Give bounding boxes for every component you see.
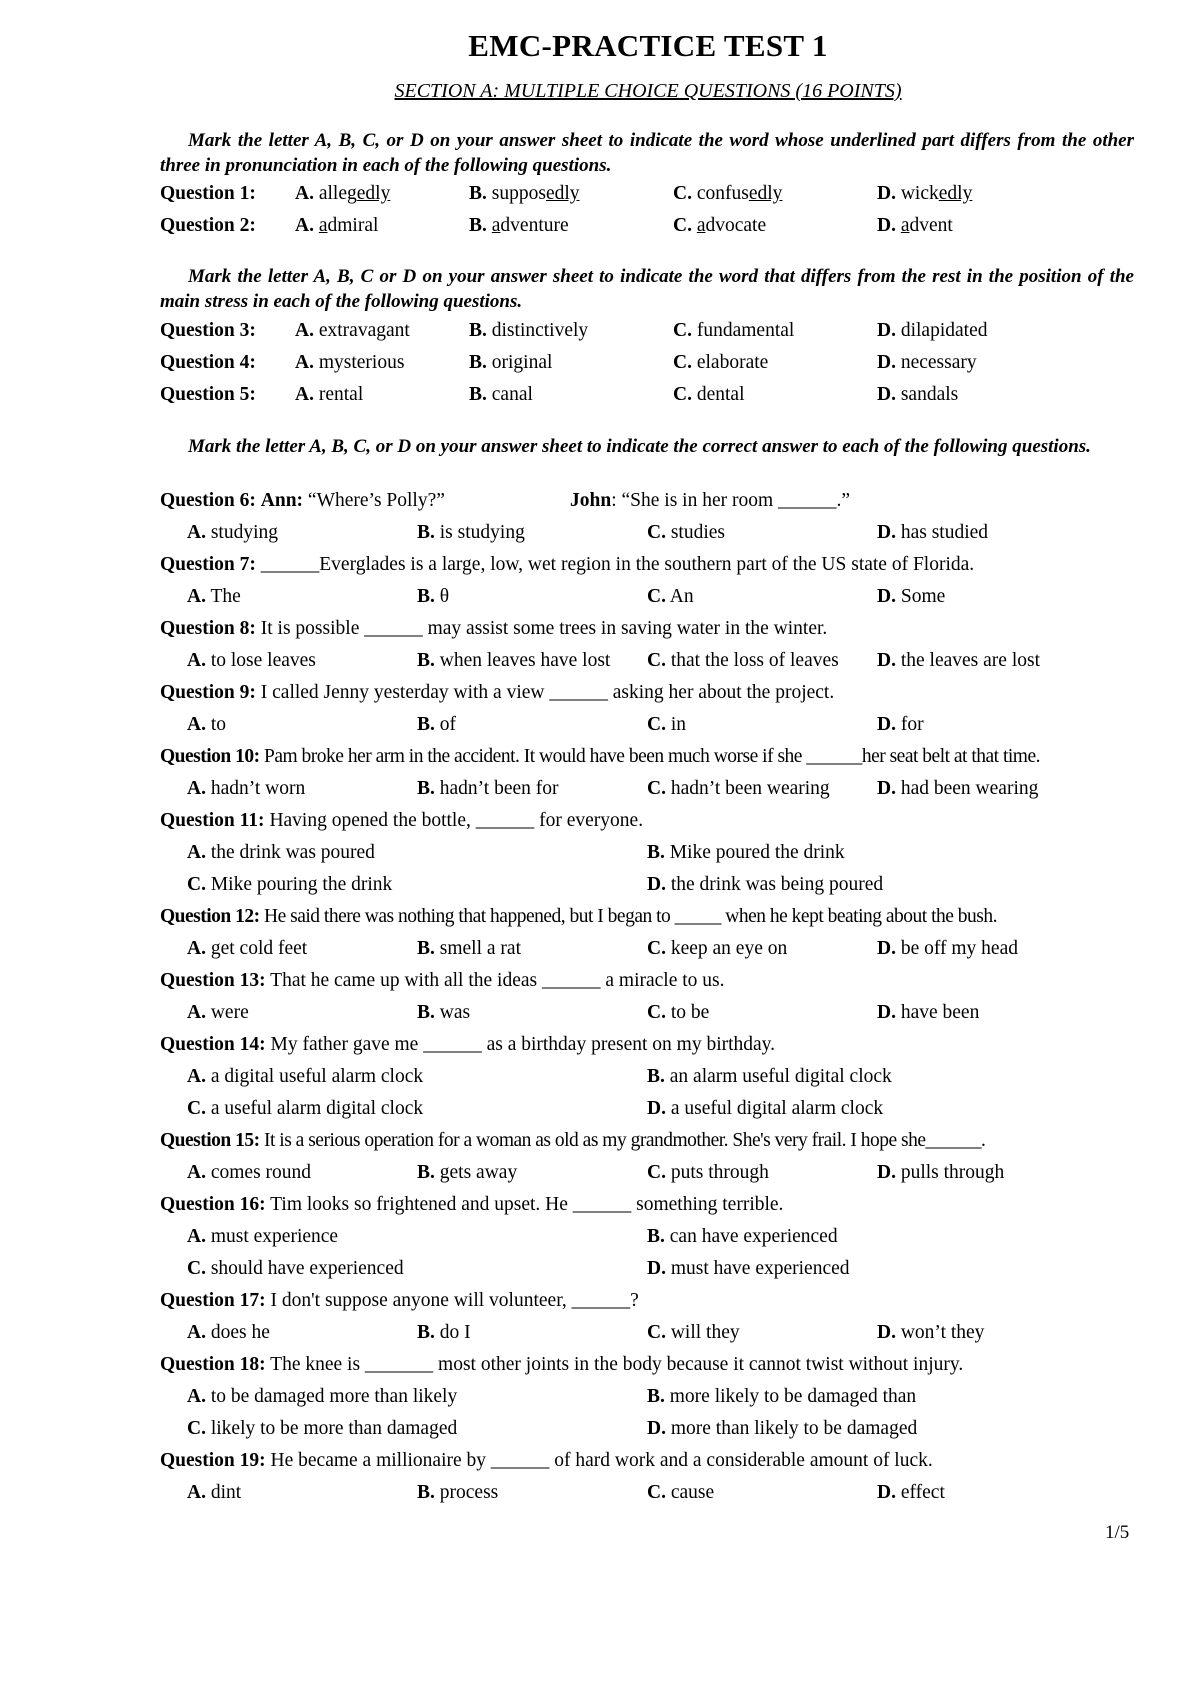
question-10-options-part-3: D. had been wearing [877, 778, 1039, 799]
question-6-options-part-1: B. is studying [417, 522, 525, 543]
question-13-options-part-3: D. have been [877, 1002, 980, 1023]
question-10-options [160, 778, 1140, 810]
question-16-options-ab [160, 1226, 1140, 1258]
question-5-part-4: D. sandals [877, 384, 959, 405]
question-18-options-cd-part-1: D. more than likely to be damaged [647, 1418, 918, 1439]
question-16-options-cd-part-1: D. must have experienced [647, 1258, 850, 1279]
question-16-options-ab-part-0: A. must experience [187, 1226, 339, 1247]
question-3-part-1: A. extravagant [295, 320, 410, 341]
question-14-options-cd [160, 1098, 1140, 1130]
question-9 [160, 682, 1140, 714]
question-7-options-part-0: A. The [187, 586, 241, 607]
question-4 [160, 352, 1140, 384]
question-15-options-part-1: B. gets away [417, 1162, 518, 1183]
question-15-options-part-0: A. comes round [187, 1162, 312, 1183]
question-4-part-0: Question 4: [160, 352, 256, 373]
question-13-options [160, 1002, 1140, 1034]
question-15-options-part-3: D. pulls through [877, 1162, 1005, 1183]
question-6-options-part-3: D. has studied [877, 522, 989, 543]
question-13 [160, 970, 1140, 1002]
question-15-options-part-2: C. puts through [647, 1162, 769, 1183]
q2-option-b: B. adventure [469, 215, 569, 236]
question-2 [160, 215, 1140, 247]
question-15-options [160, 1162, 1140, 1194]
question-4-part-1: A. mysterious [295, 352, 405, 373]
question-18-options-ab-part-1: B. more likely to be damaged than [647, 1386, 917, 1407]
question-17 [160, 1290, 1140, 1322]
question-5-part-1: A. rental [295, 384, 364, 405]
q1-option-a: A. allegedly [295, 183, 391, 204]
question-8-options-part-2: C. that the loss of leaves [647, 650, 839, 671]
question-10-options-part-2: C. hadn’t been wearing [647, 778, 830, 799]
question-8 [160, 618, 1140, 650]
question-7-options-part-3: D. Some [877, 586, 946, 607]
q1-option-d: D. wickedly [877, 183, 973, 204]
question-18-options-cd-part-0: C. likely to be more than damaged [187, 1418, 458, 1439]
question-9-options-part-3: D. for [877, 714, 924, 735]
question-7-part-0: Question 7: ______Everglades is a large, low, wet region in the southern part of the US state of Florida. [160, 554, 975, 575]
question-19-part-0: Question 19: He became a millionaire by ______ of hard work and a considerable amount of luck. [160, 1450, 933, 1471]
question-4-part-4: D. necessary [877, 352, 977, 373]
question-18-part-0: Question 18: The knee is _______ most other joints in the body because it cannot twist without injury. [160, 1354, 964, 1375]
question-17-options-part-1: B. do I [417, 1322, 471, 1343]
question-6-options [160, 522, 1140, 554]
q2-option-d: D. advent [877, 215, 953, 236]
question-3-part-4: D. dilapidated [877, 320, 988, 341]
question-10-options-part-1: B. hadn’t been for [417, 778, 559, 799]
question-5-part-2: B. canal [469, 384, 533, 405]
question-16-options-cd [160, 1258, 1140, 1290]
question-8-options-part-0: A. to lose leaves [187, 650, 316, 671]
question-16-options-cd-part-0: C. should have experienced [187, 1258, 404, 1279]
question-17-part-0: Question 17: I don't suppose anyone will volunteer, ______? [160, 1290, 639, 1311]
question-5-part-3: C. dental [673, 384, 745, 405]
question-6-options-part-2: C. studies [647, 522, 726, 543]
question-9-options-part-1: B. of [417, 714, 457, 735]
instruction-stress: Mark the letter A, B, C or D on your answer sheet to indicate the word that differs from the rest in the position of the main stress in each of the following questions. [160, 266, 1134, 312]
question-3-part-3: C. fundamental [673, 320, 795, 341]
instruction-correct-answer: Mark the letter A, B, C, or D on your answer sheet to indicate the correct answer to each of the following questions. [188, 436, 1091, 457]
question-4-part-2: B. original [469, 352, 553, 373]
question-9-options-part-0: A. to [187, 714, 227, 735]
question-11-options-cd-part-1: D. the drink was being poured [647, 874, 884, 895]
question-12-options [160, 938, 1140, 970]
question-9-options-part-2: C. in [647, 714, 687, 735]
question-7-options-part-2: C. An [647, 586, 694, 607]
question-8-options [160, 650, 1140, 682]
question-14-options-ab-part-0: A. a digital useful alarm clock [187, 1066, 424, 1087]
question-8-options-part-1: B. when leaves have lost [417, 650, 611, 671]
question-16-options-ab-part-1: B. can have experienced [647, 1226, 838, 1247]
question-14-options-cd-part-0: C. a useful alarm digital clock [187, 1098, 424, 1119]
question-3 [160, 320, 1140, 352]
question-18 [160, 1354, 1140, 1386]
question-1 [160, 183, 1140, 215]
question-10 [160, 746, 1140, 778]
question-6-part-0: Question 6: Ann: “Where’s Polly?” [160, 490, 445, 511]
question-14 [160, 1034, 1140, 1066]
question-13-options-part-0: A. were [187, 1002, 249, 1023]
question-19-options-part-0: A. dint [187, 1482, 242, 1503]
question-15 [160, 1130, 1140, 1162]
question-10-part-0: Question 10: Pam broke her arm in the accident. It would have been much worse if she ______her seat belt at that time. [160, 746, 1040, 767]
question-8-part-0: Question 8: It is possible ______ may assist some trees in saving water in the winter. [160, 618, 828, 639]
question-13-options-part-2: C. to be [647, 1002, 710, 1023]
question-19-options [160, 1482, 1140, 1514]
page-number: 1/5 [1105, 1522, 1130, 1543]
question-11 [160, 810, 1140, 842]
question-5-part-0: Question 5: [160, 384, 256, 405]
q2-option-a: A. admiral [295, 215, 379, 236]
question-7 [160, 554, 1140, 586]
question-7-options [160, 586, 1140, 618]
question-6 [160, 490, 1140, 522]
question-12-options-part-0: A. get cold feet [187, 938, 308, 959]
question-1-part-0: Question 1: [160, 183, 256, 204]
question-11-part-0: Question 11: Having opened the bottle, ______ for everyone. [160, 810, 644, 831]
question-13-part-0: Question 13: That he came up with all the ideas ______ a miracle to us. [160, 970, 725, 991]
question-12 [160, 906, 1140, 938]
question-19 [160, 1450, 1140, 1482]
page-title: EMC-PRACTICE TEST 1 [468, 28, 828, 63]
question-11-options-ab-part-0: A. the drink was poured [187, 842, 375, 863]
question-18-options-cd [160, 1418, 1140, 1450]
question-6-part-1: John: “She is in her room ______.” [570, 490, 851, 511]
question-13-options-part-1: B. was [417, 1002, 471, 1023]
question-5 [160, 384, 1140, 416]
question-4-part-3: C. elaborate [673, 352, 769, 373]
question-18-options-ab [160, 1386, 1140, 1418]
question-14-options-ab-part-1: B. an alarm useful digital clock [647, 1066, 892, 1087]
q1-option-b: B. supposedly [469, 183, 580, 204]
question-19-options-part-2: C. cause [647, 1482, 715, 1503]
q2-option-c: C. advocate [673, 215, 767, 236]
question-18-options-ab-part-0: A. to be damaged more than likely [187, 1386, 458, 1407]
question-11-options-cd [160, 874, 1140, 906]
question-10-options-part-0: A. hadn’t worn [187, 778, 306, 799]
question-19-options-part-3: D. effect [877, 1482, 945, 1503]
question-14-part-0: Question 14: My father gave me ______ as a birthday present on my birthday. [160, 1034, 776, 1055]
question-19-options-part-1: B. process [417, 1482, 499, 1503]
question-6-options-part-0: A. studying [187, 522, 279, 543]
q1-option-c: C. confusedly [673, 183, 783, 204]
question-3-part-2: B. distinctively [469, 320, 589, 341]
question-11-options-ab [160, 842, 1140, 874]
question-9-options [160, 714, 1140, 746]
question-14-options-ab [160, 1066, 1140, 1098]
question-17-options-part-2: C. will they [647, 1322, 740, 1343]
question-15-part-0: Question 15: It is a serious operation for a woman as old as my grandmother. She's very frail. I hope she______. [160, 1130, 986, 1151]
question-12-part-0: Question 12: He said there was nothing that happened, but I began to _____ when he kept beating about the bush. [160, 906, 997, 927]
instruction-pronunciation: Mark the letter A, B, C, or D on your answer sheet to indicate the word whose underlined part differs from the other three in pronunciation in each of the following questions. [160, 130, 1134, 176]
question-12-options-part-3: D. be off my head [877, 938, 1018, 959]
question-17-options-part-3: D. won’t they [877, 1322, 985, 1343]
question-17-options-part-0: A. does he [187, 1322, 270, 1343]
question-11-options-cd-part-0: C. Mike pouring the drink [187, 874, 393, 895]
question-3-part-0: Question 3: [160, 320, 256, 341]
question-12-options-part-1: B. smell a rat [417, 938, 521, 959]
question-17-options [160, 1322, 1140, 1354]
question-7-options-part-1: B. θ [417, 586, 450, 607]
question-2-part-0: Question 2: [160, 215, 256, 236]
question-14-options-cd-part-1: D. a useful digital alarm clock [647, 1098, 884, 1119]
question-11-options-ab-part-1: B. Mike poured the drink [647, 842, 845, 863]
question-16-part-0: Question 16: Tim looks so frightened and upset. He ______ something terrible. [160, 1194, 784, 1215]
question-9-part-0: Question 9: I called Jenny yesterday with a view ______ asking her about the project. [160, 682, 835, 703]
question-16 [160, 1194, 1140, 1226]
section-heading: SECTION A: MULTIPLE CHOICE QUESTIONS (16 POINTS) [394, 80, 902, 102]
question-8-options-part-3: D. the leaves are lost [877, 650, 1040, 671]
question-12-options-part-2: C. keep an eye on [647, 938, 788, 959]
